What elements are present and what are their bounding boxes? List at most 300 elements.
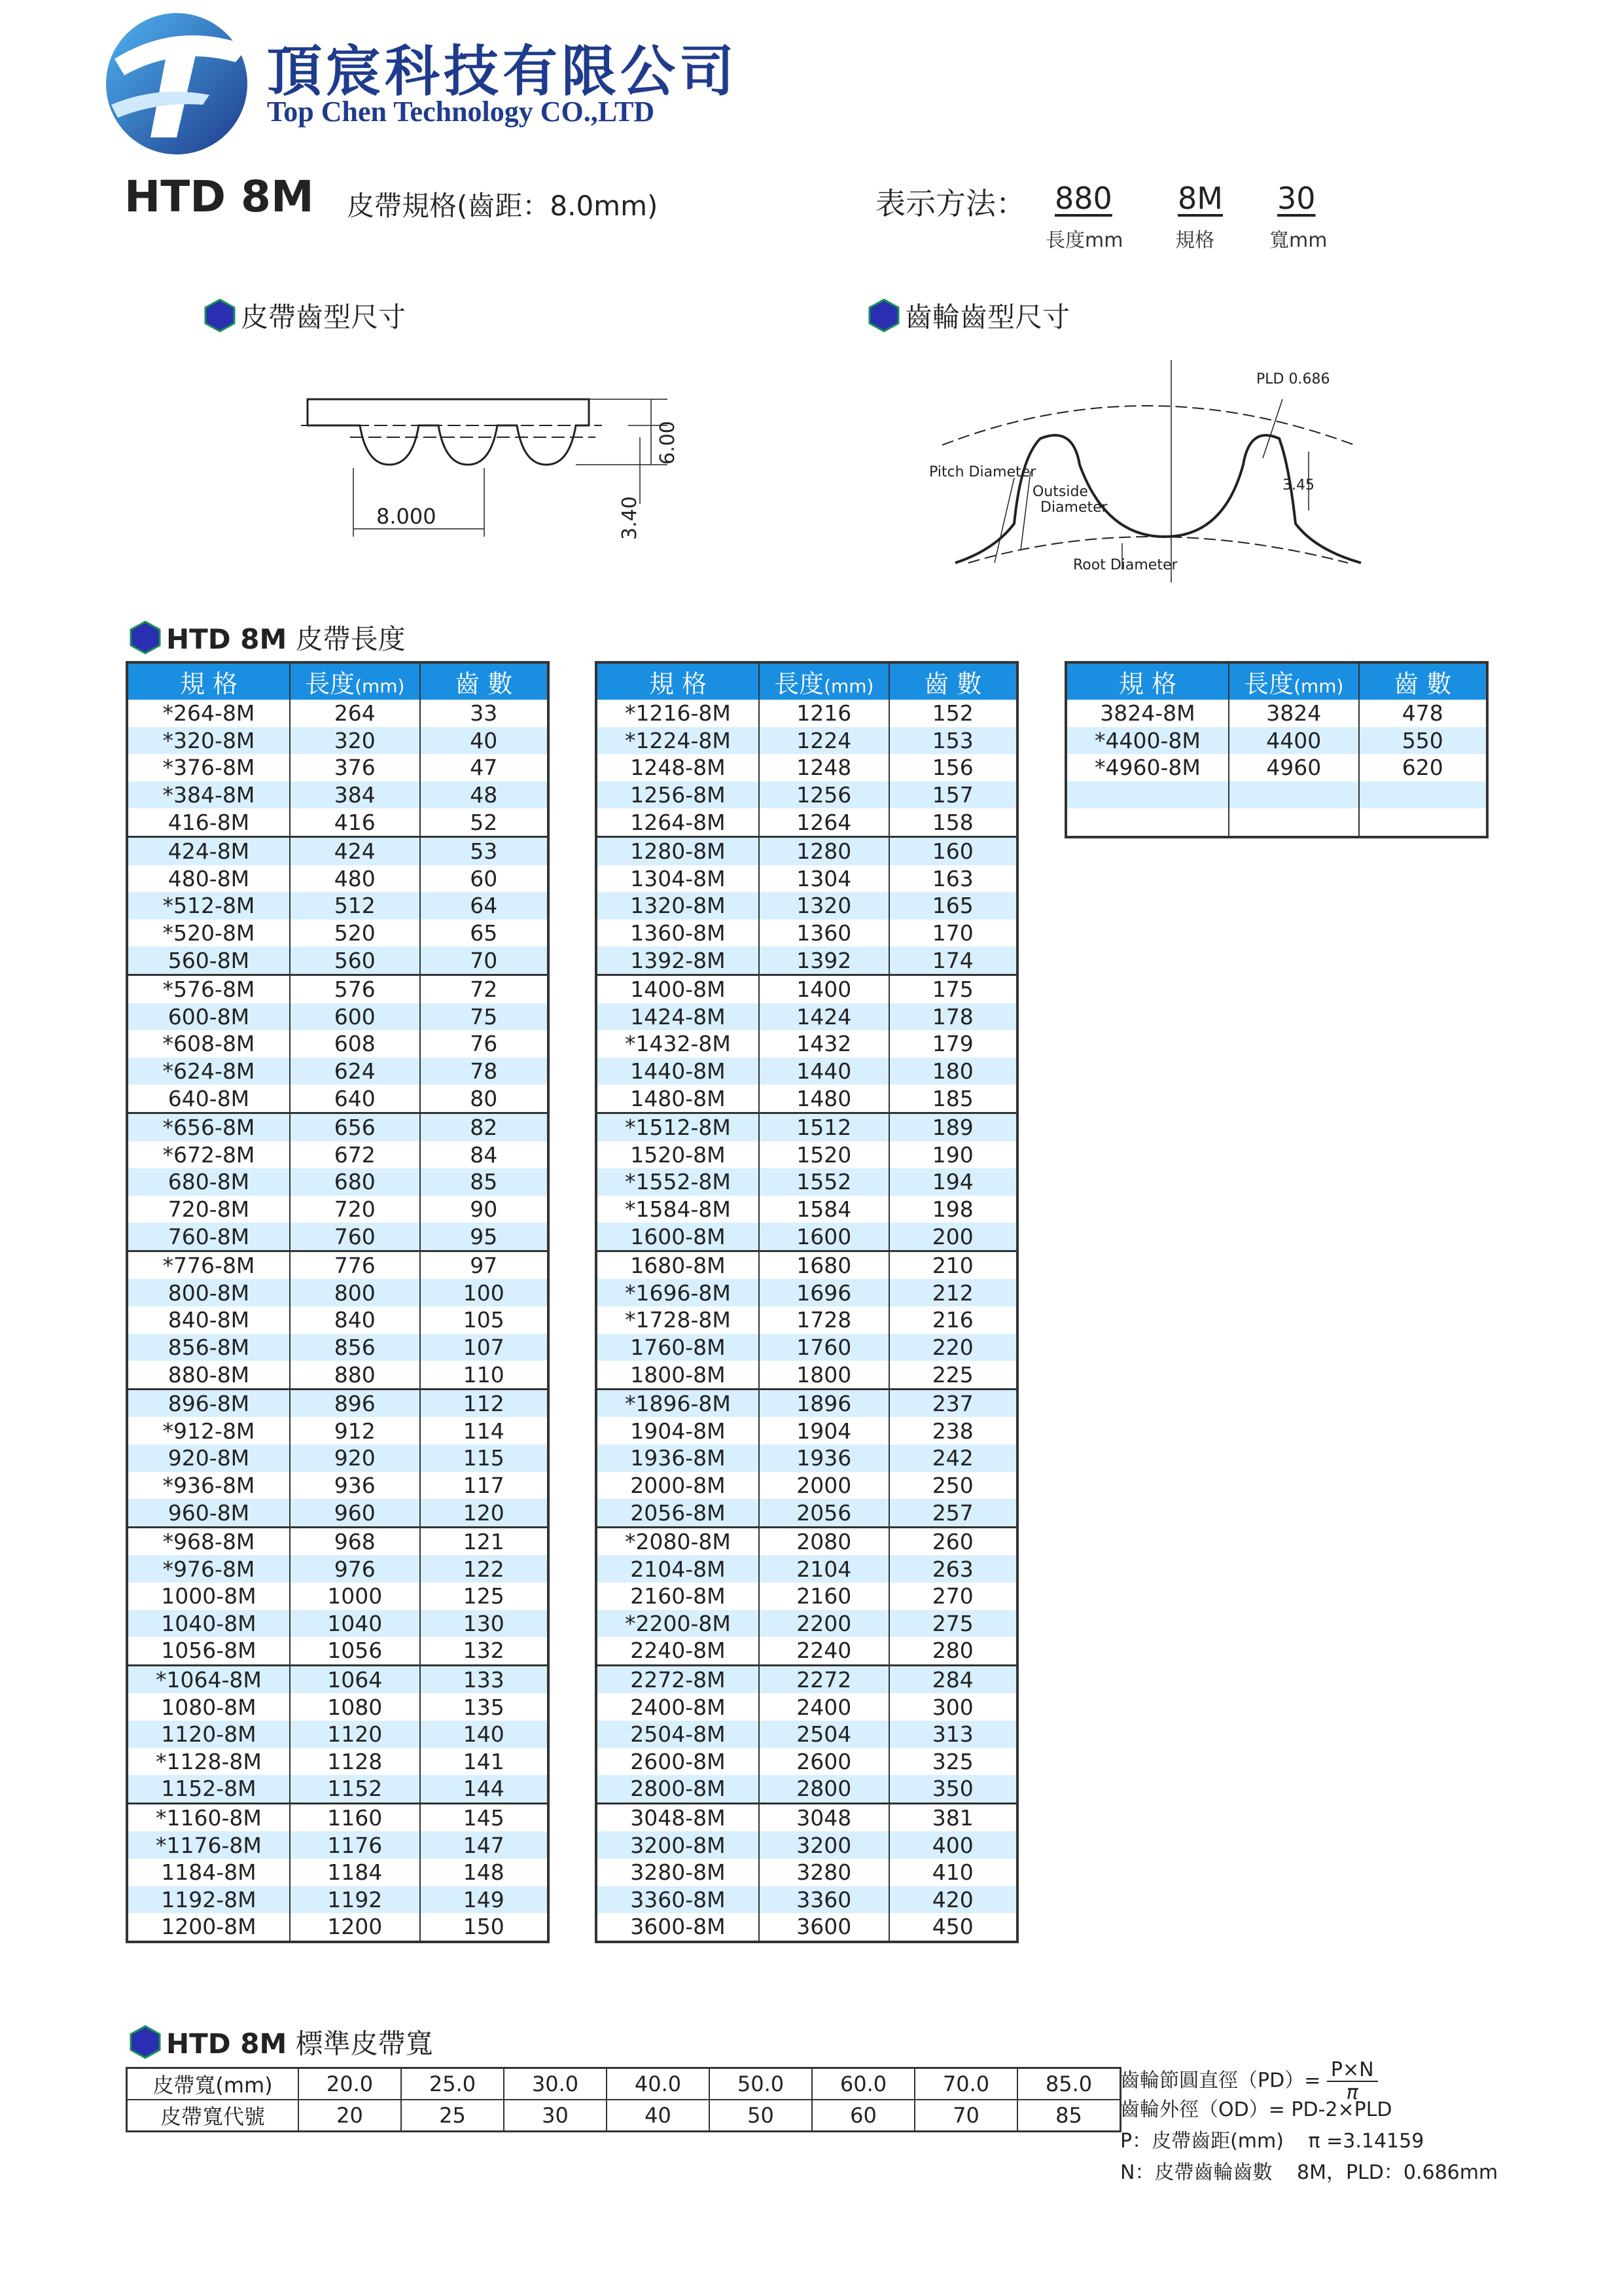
teeth-cell: 189: [889, 1113, 1017, 1141]
table-row: [127, 1141, 548, 1169]
length-cell: 2000: [759, 1472, 889, 1499]
length-cell: 3824: [1229, 700, 1359, 727]
spec-cell: 2600-8M: [596, 1748, 759, 1776]
teeth-cell: 65: [420, 920, 548, 947]
teeth-cell: 170: [889, 920, 1017, 947]
repr-width-value: 30: [1277, 181, 1316, 216]
teeth-cell: 147: [420, 1831, 548, 1859]
teeth-cell: 78: [420, 1058, 548, 1085]
hexagon-icon: [203, 298, 237, 332]
table-row: [1066, 700, 1487, 727]
spec-cell: *936-8M: [127, 1472, 290, 1499]
length-cell: 680: [290, 1168, 420, 1196]
length-cell: 2160: [759, 1583, 889, 1610]
table-row: [127, 1831, 548, 1859]
section-pulley-tooth: 齒輪齒型尺寸: [867, 296, 1070, 335]
length-cell: 1256: [759, 781, 889, 809]
length-cell: 1424: [759, 1003, 889, 1031]
spec-cell: *576-8M: [127, 975, 290, 1003]
table-row: [596, 1279, 1017, 1306]
length-cell: 960: [290, 1499, 420, 1527]
table-row: [127, 808, 548, 836]
spec-cell: 856-8M: [127, 1334, 290, 1361]
table-row: [1066, 754, 1487, 781]
spec-cell: 424-8M: [127, 836, 290, 865]
length-cell: 1128: [290, 1748, 420, 1776]
teeth-cell: 153: [889, 727, 1017, 755]
length-cell: 1224: [759, 727, 889, 755]
spec-cell: 1936-8M: [596, 1444, 759, 1472]
spec-cell: 880-8M: [127, 1361, 290, 1389]
teeth-cell: 190: [889, 1141, 1017, 1169]
company-logo: [98, 7, 255, 157]
spec-cell: 1000-8M: [127, 1583, 290, 1610]
teeth-cell: 117: [420, 1472, 548, 1499]
table-row: [596, 808, 1017, 836]
spec-cell: 2056-8M: [596, 1499, 759, 1527]
teeth-cell: 200: [889, 1223, 1017, 1251]
table-row: [596, 1886, 1017, 1914]
outside-diameter-label-2: Diameter: [1040, 499, 1108, 516]
length-cell: 656: [290, 1113, 420, 1141]
table-row: [127, 836, 548, 865]
table-row: [596, 892, 1017, 920]
table-row: [596, 946, 1017, 975]
length-cell: 2272: [759, 1665, 889, 1693]
spec-cell: 1400-8M: [596, 975, 759, 1003]
spec-cell: 1424-8M: [596, 1003, 759, 1031]
teeth-cell: 97: [420, 1251, 548, 1279]
length-cell: 1040: [290, 1610, 420, 1638]
teeth-cell: 216: [889, 1306, 1017, 1334]
length-cell: 1056: [290, 1637, 420, 1665]
length-cell: 608: [290, 1030, 420, 1058]
repr-length-caption: 長度mm: [1046, 229, 1123, 252]
teeth-cell: 158: [889, 808, 1017, 836]
spec-cell: *608-8M: [127, 1030, 290, 1058]
length-cell: 640: [290, 1085, 420, 1113]
teeth-cell: 270: [889, 1583, 1017, 1610]
representation-label: 表示方法：: [875, 186, 1026, 221]
section-belt-tooth: 皮帶齒型尺寸: [203, 296, 406, 335]
spec-cell: 1480-8M: [596, 1085, 759, 1113]
width-row: 皮帶寬(mm) 20.0 25.0 30.0 40.0 50.0 60.0 70.0 85.0: [127, 2068, 1121, 2100]
spec-cell: *4400-8M: [1066, 727, 1229, 755]
length-cell: 376: [290, 754, 420, 781]
teeth-cell: 125: [420, 1583, 548, 1610]
teeth-cell: 225: [889, 1361, 1017, 1389]
teeth-cell: 122: [420, 1555, 548, 1583]
length-cell: 4400: [1229, 727, 1359, 755]
spec-cell: 480-8M: [127, 865, 290, 893]
teeth-cell: 53: [420, 836, 548, 865]
teeth-cell: 175: [889, 975, 1017, 1003]
spec-cell: *384-8M: [127, 781, 290, 809]
table-row: [127, 1721, 548, 1748]
teeth-cell: 110: [420, 1361, 548, 1389]
table-row: [596, 1555, 1017, 1583]
table-row: [127, 727, 548, 755]
table-row: [127, 1583, 548, 1610]
teeth-cell: 160: [889, 836, 1017, 865]
spec-cell: 1392-8M: [596, 946, 759, 975]
spec-cell: 1520-8M: [596, 1141, 759, 1169]
teeth-cell: 84: [420, 1141, 548, 1169]
spec-cell: 2400-8M: [596, 1693, 759, 1721]
pulley-tooth-diagram: [916, 353, 1374, 589]
length-cell: 384: [290, 781, 420, 809]
table-row: [127, 1168, 548, 1196]
spec-cell: *976-8M: [127, 1555, 290, 1583]
teeth-cell: 130: [420, 1610, 548, 1638]
length-cell: 1584: [759, 1196, 889, 1223]
spec-cell: 1080-8M: [127, 1693, 290, 1721]
teeth-cell: 64: [420, 892, 548, 920]
teeth-cell: 260: [889, 1527, 1017, 1555]
spec-cell: 1320-8M: [596, 892, 759, 920]
length-cell: 776: [290, 1251, 420, 1279]
length-cell: 624: [290, 1058, 420, 1085]
company-name-en: Top Chen Technology CO.,LTD: [267, 96, 655, 128]
teeth-cell: 238: [889, 1417, 1017, 1444]
table-row: [127, 1555, 548, 1583]
spec-cell: *1512-8M: [596, 1113, 759, 1141]
spec-cell: *624-8M: [127, 1058, 290, 1085]
length-cell: 800: [290, 1279, 420, 1306]
length-cell: 3600: [759, 1913, 889, 1942]
spec-cell: 1120-8M: [127, 1721, 290, 1748]
spec-cell: 640-8M: [127, 1085, 290, 1113]
formula-pd: 齒輪節圓直徑（PD）= $\frac{P\times N}{\pi}$: [1120, 2059, 1378, 2104]
spec-cell: 600-8M: [127, 1003, 290, 1031]
spec-cell: 2160-8M: [596, 1583, 759, 1610]
teeth-cell: 284: [889, 1665, 1017, 1693]
length-cell: 3360: [759, 1886, 889, 1914]
length-cell: 1120: [290, 1721, 420, 1748]
teeth-cell: 52: [420, 808, 548, 836]
spec-cell: 1760-8M: [596, 1334, 759, 1361]
length-cell: 2504: [759, 1721, 889, 1748]
table-row: [127, 1058, 548, 1085]
length-cell: 1600: [759, 1223, 889, 1251]
standard-width-table: [126, 2067, 1121, 2132]
table-row: [127, 1196, 548, 1223]
length-cell: 1152: [290, 1775, 420, 1803]
teeth-cell: 80: [420, 1085, 548, 1113]
length-cell: 1800: [759, 1361, 889, 1389]
spec-cell: 3280-8M: [596, 1859, 759, 1886]
length-cell: 1360: [759, 920, 889, 947]
spec-cell: 1184-8M: [127, 1859, 290, 1886]
table-row: [596, 781, 1017, 809]
teeth-cell: 242: [889, 1444, 1017, 1472]
spec-cell: *1728-8M: [596, 1306, 759, 1334]
length-cell: 2600: [759, 1748, 889, 1776]
teeth-cell: 145: [420, 1803, 548, 1831]
length-cell: 4960: [1229, 754, 1359, 781]
belt-length-table-2: [595, 661, 1019, 1943]
hexagon-icon: [128, 620, 162, 655]
spec-cell: 1056-8M: [127, 1637, 290, 1665]
spec-cell: 3824-8M: [1066, 700, 1229, 727]
length-cell: 416: [290, 808, 420, 836]
length-cell: 1432: [759, 1030, 889, 1058]
teeth-cell: 478: [1359, 700, 1487, 727]
teeth-cell: 220: [889, 1334, 1017, 1361]
spec-cell: 3360-8M: [596, 1886, 759, 1914]
length-cell: 264: [290, 700, 420, 727]
spec-cell: 1152-8M: [127, 1775, 290, 1803]
teeth-cell: 198: [889, 1196, 1017, 1223]
length-cell: 2104: [759, 1555, 889, 1583]
spec-cell: 1304-8M: [596, 865, 759, 893]
table-row: [127, 1003, 548, 1031]
teeth-cell: 300: [889, 1693, 1017, 1721]
length-cell: 2056: [759, 1499, 889, 1527]
teeth-cell: 48: [420, 781, 548, 809]
spec-cell: 800-8M: [127, 1279, 290, 1306]
spec-cell: 680-8M: [127, 1168, 290, 1196]
spec-cell: 2000-8M: [596, 1472, 759, 1499]
table-row: [127, 1251, 548, 1279]
teeth-cell: 115: [420, 1444, 548, 1472]
table-row: [127, 1361, 548, 1389]
belt-tooth-height-label: 3.40: [618, 496, 641, 540]
length-cell: 1680: [759, 1251, 889, 1279]
length-cell: 1392: [759, 946, 889, 975]
spec-cell: 2104-8M: [596, 1555, 759, 1583]
length-cell: 560: [290, 946, 420, 975]
teeth-cell: 280: [889, 1637, 1017, 1665]
company-name-cn: 頂宸科技有限公司: [267, 39, 739, 103]
spec-cell: 1256-8M: [596, 781, 759, 809]
hexagon-icon: [128, 2025, 162, 2059]
table-row: [127, 1306, 548, 1334]
table-row: [127, 700, 548, 727]
length-cell: 2800: [759, 1775, 889, 1803]
table-row: [127, 1859, 548, 1886]
spec-cell: 1360-8M: [596, 920, 759, 947]
length-cell: 1480: [759, 1085, 889, 1113]
spec-cell: 560-8M: [127, 946, 290, 975]
length-cell: 1184: [290, 1859, 420, 1886]
length-cell: 672: [290, 1141, 420, 1169]
teeth-cell: 237: [889, 1389, 1017, 1417]
teeth-cell: 185: [889, 1085, 1017, 1113]
teeth-cell: 133: [420, 1665, 548, 1693]
teeth-cell: 140: [420, 1721, 548, 1748]
teeth-cell: 400: [889, 1831, 1017, 1859]
table-row: [127, 1113, 548, 1141]
teeth-cell: 95: [420, 1223, 548, 1251]
teeth-cell: 120: [420, 1499, 548, 1527]
table-row: [596, 1030, 1017, 1058]
spec-cell: *776-8M: [127, 1251, 290, 1279]
length-cell: 3048: [759, 1803, 889, 1831]
repr-width-caption: 寬mm: [1269, 229, 1328, 252]
length-cell: 320: [290, 727, 420, 755]
table-row: [596, 1058, 1017, 1085]
teeth-cell: 76: [420, 1030, 548, 1058]
belt-length-table-1: [126, 661, 550, 1943]
table-row: [596, 1693, 1017, 1721]
teeth-cell: 33: [420, 700, 548, 727]
table-row: [596, 920, 1017, 947]
teeth-cell: 410: [889, 1859, 1017, 1886]
table-row: [596, 1141, 1017, 1169]
teeth-cell: 263: [889, 1555, 1017, 1583]
teeth-cell: 550: [1359, 727, 1487, 755]
length-cell: 3280: [759, 1859, 889, 1886]
spec-cell: *1552-8M: [596, 1168, 759, 1196]
table-row: [596, 1361, 1017, 1389]
table-row: [127, 1334, 548, 1361]
table-row: [127, 1803, 548, 1831]
teeth-cell: 112: [420, 1389, 548, 1417]
col-teeth-header: 齒 數: [889, 662, 1017, 700]
table-row: [127, 1693, 548, 1721]
teeth-cell: 72: [420, 975, 548, 1003]
teeth-cell: 381: [889, 1803, 1017, 1831]
teeth-cell: 85: [420, 1168, 548, 1196]
formula-n-definition: N：皮帶齒輪齒數 8M，PLD：0.686mm: [1120, 2161, 1498, 2184]
table-row: [596, 700, 1017, 727]
table-row: [127, 1223, 548, 1251]
table-row: [596, 1913, 1017, 1942]
length-cell: 1520: [759, 1141, 889, 1169]
length-cell: [1229, 808, 1359, 837]
spec-cell: *1160-8M: [127, 1803, 290, 1831]
col-length-header: 長度(mm): [759, 662, 889, 700]
teeth-cell: 121: [420, 1527, 548, 1555]
teeth-cell: 174: [889, 946, 1017, 975]
teeth-cell: 152: [889, 700, 1017, 727]
col-length-header: 長度(mm): [1229, 662, 1359, 700]
teeth-cell: 210: [889, 1251, 1017, 1279]
length-cell: 1400: [759, 975, 889, 1003]
length-cell: 1552: [759, 1168, 889, 1196]
table-row: [127, 1886, 548, 1914]
length-cell: 520: [290, 920, 420, 947]
length-cell: 1512: [759, 1113, 889, 1141]
table-row: [596, 1003, 1017, 1031]
table-row: [596, 1803, 1017, 1831]
repr-spec-caption: 規格: [1175, 229, 1214, 252]
teeth-cell: 90: [420, 1196, 548, 1223]
width-code-row: 皮帶寬代號 20 25 30 40 50 60 70 85: [127, 2100, 1121, 2132]
table-row: [127, 781, 548, 809]
teeth-cell: 156: [889, 754, 1017, 781]
col-length-header: 長度(mm): [290, 662, 420, 700]
spec-cell: *520-8M: [127, 920, 290, 947]
spec-cell: 920-8M: [127, 1444, 290, 1472]
spec-cell: 896-8M: [127, 1389, 290, 1417]
teeth-cell: 114: [420, 1417, 548, 1444]
length-cell: 1064: [290, 1665, 420, 1693]
length-cell: 1280: [759, 836, 889, 865]
table-row: [596, 1444, 1017, 1472]
spec-cell: *512-8M: [127, 892, 290, 920]
length-cell: 1696: [759, 1279, 889, 1306]
belt-tooth-diagram: [288, 373, 707, 556]
length-cell: 1264: [759, 808, 889, 836]
table-row: [127, 1637, 548, 1665]
spec-cell: [1066, 808, 1229, 837]
spec-cell: [1066, 781, 1229, 809]
table-row: [596, 975, 1017, 1003]
length-cell: 1440: [759, 1058, 889, 1085]
teeth-cell: 148: [420, 1859, 548, 1886]
teeth-cell: [1359, 781, 1487, 809]
spec-cell: 840-8M: [127, 1306, 290, 1334]
table-row: [127, 865, 548, 893]
table-row: [596, 1389, 1017, 1417]
spec-cell: 3048-8M: [596, 1803, 759, 1831]
teeth-cell: 70: [420, 946, 548, 975]
spec-cell: 1040-8M: [127, 1610, 290, 1638]
spec-cell: 416-8M: [127, 808, 290, 836]
outside-diameter-label-1: Outside: [1033, 484, 1088, 500]
length-cell: 1000: [290, 1583, 420, 1610]
page-title: HTD 8M: [124, 171, 314, 222]
spec-cell: *1696-8M: [596, 1279, 759, 1306]
table-row: [596, 1527, 1017, 1555]
teeth-cell: 144: [420, 1775, 548, 1803]
teeth-cell: 165: [889, 892, 1017, 920]
table-row: [596, 1196, 1017, 1223]
length-cell: 856: [290, 1334, 420, 1361]
spec-cell: 2800-8M: [596, 1775, 759, 1803]
table-row: [596, 836, 1017, 865]
length-cell: 1728: [759, 1306, 889, 1334]
hexagon-icon: [867, 298, 901, 332]
table-row: [596, 1334, 1017, 1361]
length-cell: 1896: [759, 1389, 889, 1417]
col-teeth-header: 齒 數: [1359, 662, 1487, 700]
table-row: [127, 1085, 548, 1113]
teeth-cell: 194: [889, 1168, 1017, 1196]
teeth-cell: 107: [420, 1334, 548, 1361]
teeth-cell: 47: [420, 754, 548, 781]
length-cell: 896: [290, 1389, 420, 1417]
table-row: [127, 1444, 548, 1472]
table-row: [127, 1775, 548, 1803]
teeth-cell: 132: [420, 1637, 548, 1665]
length-cell: 1936: [759, 1444, 889, 1472]
width-code-label: 皮帶寬代號: [127, 2100, 299, 2132]
table-row: [596, 754, 1017, 781]
spec-cell: 1192-8M: [127, 1886, 290, 1914]
teeth-cell: 212: [889, 1279, 1017, 1306]
table-row: [127, 1499, 548, 1527]
length-cell: 1176: [290, 1831, 420, 1859]
table-row: [596, 865, 1017, 893]
spec-cell: 3600-8M: [596, 1913, 759, 1942]
root-diameter-label: Root Diameter: [1073, 557, 1178, 573]
table-row: [127, 892, 548, 920]
spec-cell: 1440-8M: [596, 1058, 759, 1085]
page-subtitle: 皮帶規格(齒距：8.0mm): [347, 190, 658, 222]
spec-cell: 2272-8M: [596, 1665, 759, 1693]
table-row: [596, 1417, 1017, 1444]
teeth-cell: 135: [420, 1693, 548, 1721]
width-row-label: 皮帶寬(mm): [127, 2068, 299, 2100]
table-row: [596, 1085, 1017, 1113]
length-cell: 3200: [759, 1831, 889, 1859]
spec-cell: *2080-8M: [596, 1527, 759, 1555]
spec-cell: 2504-8M: [596, 1721, 759, 1748]
table-row: [127, 1527, 548, 1555]
